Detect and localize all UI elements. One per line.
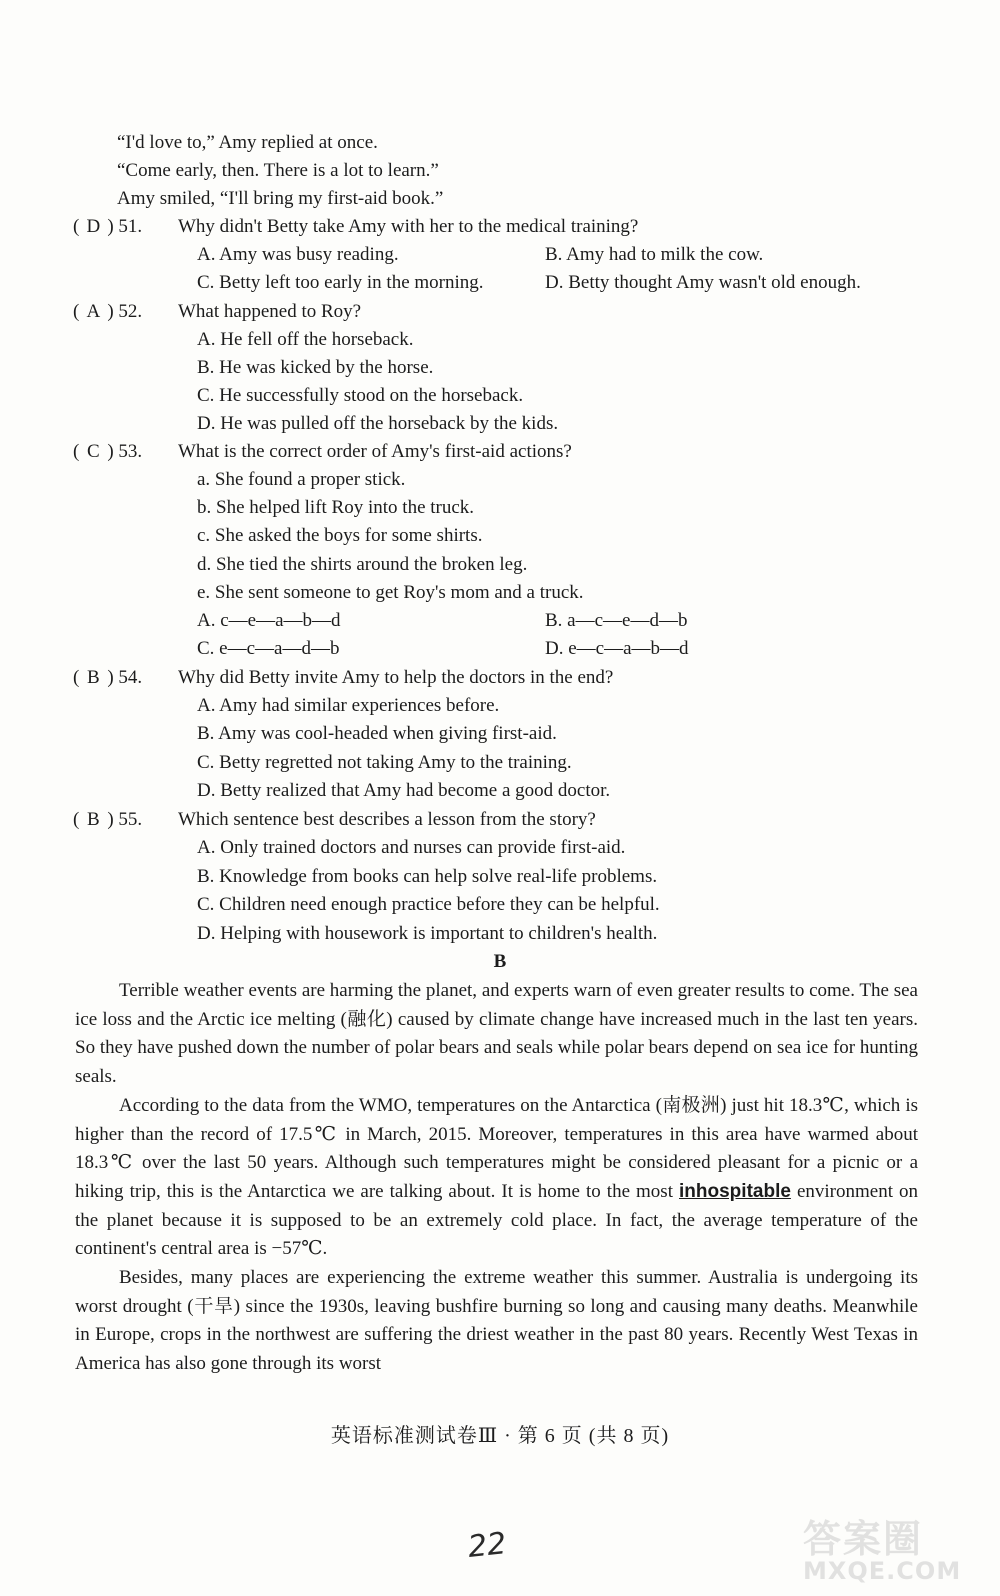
option-d: D. Betty thought Amy wasn't old enough. <box>545 272 861 293</box>
question-number: 53. <box>118 441 143 462</box>
question-55 <box>73 806 596 834</box>
step-item: a. She found a proper stick. <box>197 469 406 490</box>
option-b: B. Amy had to milk the cow. <box>545 244 764 265</box>
answer-bracket: ( D ) 51. <box>73 213 178 241</box>
section-heading: B <box>493 951 507 972</box>
answer-letter: D <box>86 216 101 237</box>
answer-letter: C <box>86 441 100 462</box>
answer-bracket: ( C ) 53. <box>73 438 178 466</box>
reading-passage <box>75 977 918 1379</box>
question-text: Why didn't Betty take Amy with her to the medical training? <box>178 216 639 237</box>
dialogue-line: Amy smiled, “I'll bring my first-aid book.” <box>117 188 444 209</box>
passage-paragraph: Terrible weather events are harming the planet, and experts warn of even greater results to come. The sea ice loss and the Arctic ice melting (融化) caused by climate change have increased much in the last ten years. So they have pushed down the number of polar bears and seals while polar bears depend on sea ice for hunting seals. <box>75 980 918 1088</box>
question-text: What is the correct order of Amy's first-aid actions? <box>178 441 572 462</box>
question-number: 52. <box>118 301 143 322</box>
option-b: B. Amy was cool-headed when giving first-aid. <box>197 723 557 744</box>
option-a: A. Amy had similar experiences before. <box>197 695 500 716</box>
question-52 <box>73 298 361 326</box>
page-footer: 英语标准测试卷Ⅲ · 第 6 页 (共 8 页) <box>330 1425 670 1447</box>
dialogue-line: “Come early, then. There is a lot to learn.” <box>117 160 439 181</box>
dialogue-line: “I'd love to,” Amy replied at once. <box>117 132 378 153</box>
option-b: B. He was kicked by the horse. <box>197 357 434 378</box>
option-c: C. Children need enough practice before they can be helpful. <box>197 894 660 915</box>
answer-bracket: ( B ) 54. <box>73 664 178 692</box>
question-51 <box>73 213 638 241</box>
question-number: 54. <box>118 667 143 688</box>
answer-letter: B <box>86 667 100 688</box>
option-a: A. He fell off the horseback. <box>197 329 414 350</box>
step-item: c. She asked the boys for some shirts. <box>197 525 483 546</box>
question-number: 51. <box>118 216 143 237</box>
option-d: D. Helping with housework is important to children's health. <box>197 923 658 944</box>
answer-letter: A <box>86 301 101 322</box>
answer-bracket: ( B ) 55. <box>73 806 178 834</box>
answer-bracket: ( A ) 52. <box>73 298 178 326</box>
passage-paragraph: Besides, many places are experiencing the extreme weather this summer. Australia is undergoing its worst drought (干旱) since the 1930s, leaving bushfire burning so long and causing many deaths. Meanwhile in Europe, crops in the northwest are suffering the driest weather in the past 80 years. Recently West Texas in America has also gone through its worst <box>75 1267 918 1375</box>
option-a: A. Only trained doctors and nurses can provide first-aid. <box>197 837 626 858</box>
passage-text: environment on the planet because it is supposed to be an extremely cold place. In fact, the average temperature of the continent's central area is −57℃. <box>75 1180 919 1260</box>
answer-letter: B <box>86 809 100 830</box>
option-a: A. Amy was busy reading. <box>197 244 399 265</box>
watermark-bottom: MXQE.COM <box>803 1557 962 1585</box>
step-item: b. She helped lift Roy into the truck. <box>197 497 475 518</box>
option-c: C. He successfully stood on the horseback. <box>197 385 524 406</box>
passage-text: According to the data from the WMO, temperatures on the Antarctica (南极洲) just hit 18.3℃, which is higher than the record of 17.5℃ in March, 2015. Moreover, temperatures in this area have warmed about 18.3℃ over the last 50 years. Although such temperatures might be considered pleasant for a picnic or a hiking trip, this is the Antarctica we are talking about. It is home to the most <box>75 1094 918 1202</box>
watermark-logo <box>803 1508 978 1588</box>
option-d: D. He was pulled off the horseback by the kids. <box>197 413 559 434</box>
question-text: Why did Betty invite Amy to help the doctors in the end? <box>178 667 614 688</box>
option-a: A. c—e—a—b—d <box>197 610 341 631</box>
option-d: D. e—c—a—b—d <box>545 638 689 659</box>
step-item: e. She sent someone to get Roy's mom and a truck. <box>197 582 584 603</box>
question-text: Which sentence best describes a lesson from the story? <box>178 809 596 830</box>
option-d: D. Betty realized that Amy had become a good doctor. <box>197 780 611 801</box>
question-54 <box>73 664 613 692</box>
watermark-top: 答案圈 <box>803 1517 924 1561</box>
option-b: B. Knowledge from books can help solve real-life problems. <box>197 866 658 887</box>
question-text: What happened to Roy? <box>178 301 362 322</box>
option-c: C. e—c—a—d—b <box>197 638 340 659</box>
option-c: C. Betty left too early in the morning. <box>197 272 484 293</box>
step-item: d. She tied the shirts around the broken leg. <box>197 554 528 575</box>
question-53 <box>73 438 572 466</box>
vocabulary-word: inhospitable <box>679 1180 791 1202</box>
passage-paragraph <box>75 1092 918 1264</box>
question-number: 55. <box>118 809 143 830</box>
option-c: C. Betty regretted not taking Amy to the training. <box>197 752 572 773</box>
handwritten-page-number: 22 <box>466 1526 508 1565</box>
option-b: B. a—c—e—d—b <box>545 610 688 631</box>
